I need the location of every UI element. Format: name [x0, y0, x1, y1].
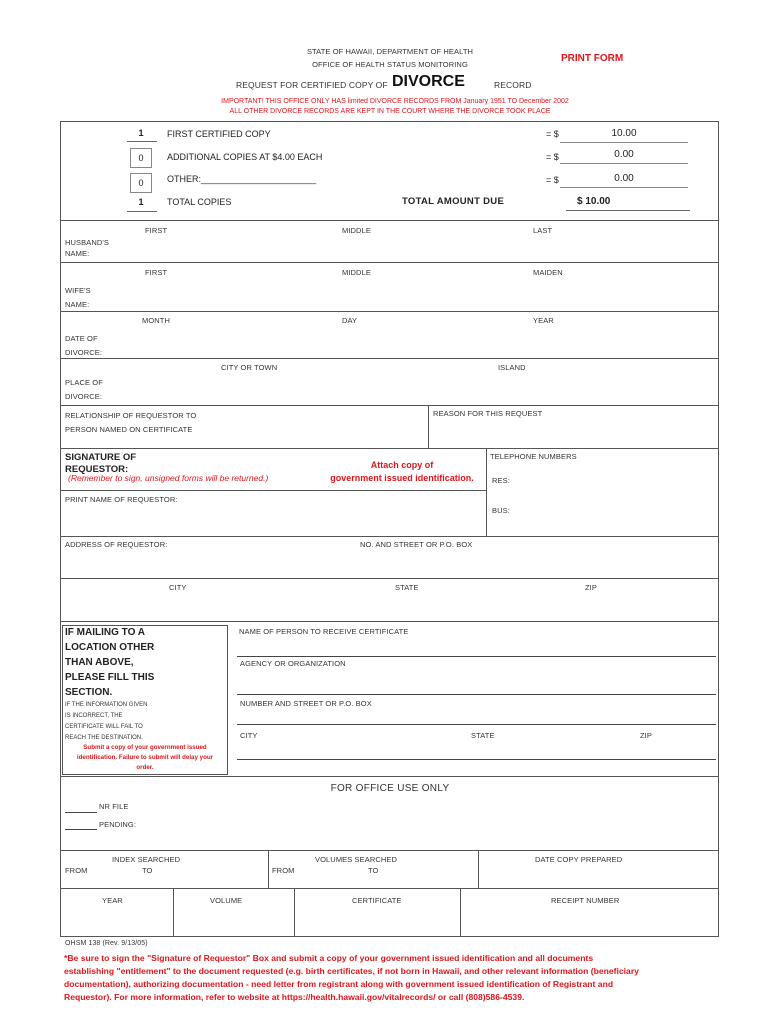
other-copies-label[interactable]: OTHER:_______________________	[167, 174, 317, 184]
mailing-city-state-zip-field[interactable]	[238, 742, 716, 758]
date-month-label: MONTH	[142, 316, 170, 325]
telephone-numbers-label: TELEPHONE NUMBERS	[490, 452, 577, 461]
request-suffix: RECORD	[494, 80, 532, 90]
reason-field[interactable]	[432, 420, 716, 446]
mailing-street-field[interactable]	[238, 710, 716, 724]
total-copies-label: TOTAL COPIES	[167, 197, 232, 207]
wife-name-label: WIFE'S NAME:	[65, 286, 91, 309]
footer-note: *Be sure to sign the "Signature of Requestor" Box and submit a copy of your government issued identification and all documents establishing "entitlement" to the document requested (e.g. birth certificates, if not born in Hawaii, and other relevant information (beneficiary documentation), authorizing documentation - need letter from registrant along with government issued identification of Registrant and Requestor). For more information, refer to website at https://health.hawaii.gov/vitalrecords/ or call (808)586-4539.	[64, 953, 639, 1002]
volumes-to-label: TO	[368, 866, 379, 875]
res-phone-label: RES:	[492, 476, 510, 485]
address-city-state-zip-field[interactable]	[64, 595, 714, 619]
index-to-label: TO	[142, 866, 153, 875]
res-phone-field[interactable]	[512, 470, 716, 488]
address-city-label: CITY	[169, 583, 187, 592]
place-of-divorce-field[interactable]	[130, 374, 715, 402]
date-year-label: YEAR	[533, 316, 554, 325]
print-form-button[interactable]: PRINT FORM	[561, 53, 624, 64]
address-state-label: STATE	[395, 583, 419, 592]
index-searched-label: INDEX SEARCHED	[112, 855, 181, 864]
print-name-field[interactable]	[64, 506, 484, 534]
index-from-label: FROM	[65, 866, 88, 875]
signature-field[interactable]	[64, 452, 484, 490]
agency-line-1: STATE OF HAWAII, DEPARTMENT OF HEALTH	[306, 47, 474, 56]
first-copy-qty[interactable]: 1	[138, 128, 144, 138]
office-use-title: FOR OFFICE USE ONLY	[330, 783, 450, 794]
husband-first-label: FIRST	[145, 226, 168, 235]
husband-name-label: HUSBAND'S NAME:	[65, 238, 110, 258]
date-of-divorce-field[interactable]	[130, 328, 715, 356]
important-notice-2: ALL OTHER DIVORCE RECORDS ARE KEPT IN THE COURT WHERE THE DIVORCE TOOK PLACE	[229, 108, 551, 115]
other-copies-qty[interactable]: 0	[130, 173, 152, 193]
mailing-submit-notice: Submit a copy of your government issued identification. Failure to submit will delay your order.	[76, 744, 214, 771]
wife-maiden-label: MAIDEN	[533, 268, 563, 277]
agency-label: AGENCY OR ORGANIZATION	[240, 659, 346, 668]
first-copy-equals: = $	[546, 129, 559, 139]
recipient-name-field[interactable]	[238, 638, 716, 656]
first-copy-label: FIRST CERTIFIED COPY	[167, 129, 271, 139]
other-copies-amount[interactable]: 0.00	[560, 173, 688, 188]
additional-copies-qty[interactable]: 0	[130, 148, 152, 168]
place-of-divorce-label: PLACE OF DIVORCE:	[65, 378, 103, 401]
important-notice-1: IMPORTANT! THIS OFFICE ONLY HAS limited DIVORCE RECORDS FROM January 1951 TO December 2002	[221, 98, 569, 105]
signature-reminder: (Remember to sign, unsigned forms will be returned.)	[68, 473, 269, 483]
agency-field[interactable]	[238, 670, 716, 694]
pending-label: PENDING:	[99, 820, 137, 829]
office-year-label: YEAR	[102, 896, 123, 905]
husband-last-label: LAST	[533, 226, 553, 235]
office-receipt-number-label: RECEIPT NUMBER	[551, 896, 620, 905]
date-of-divorce-label: DATE OF DIVORCE:	[65, 334, 103, 357]
agency-line-2: OFFICE OF HEALTH STATUS MONITORING	[312, 60, 468, 69]
relationship-label: RELATIONSHIP OF REQUESTOR TO PERSON NAMED ON CERTIFICATE	[65, 411, 197, 434]
wife-middle-label: MIDDLE	[342, 268, 371, 277]
mailing-warning: IF THE INFORMATION GIVEN IS INCORRECT, THE CERTIFICATE WILL FAIL TO REACH THE DESTINATION.	[65, 702, 148, 741]
total-due-label: TOTAL AMOUNT DUE	[402, 196, 505, 207]
place-city-label: CITY OR TOWN	[221, 363, 278, 372]
wife-name-field[interactable]	[130, 280, 715, 308]
office-volume-label: VOLUME	[210, 896, 243, 905]
nr-file-label: NR FILE	[99, 802, 129, 811]
date-day-label: DAY	[342, 316, 358, 325]
first-copy-amount[interactable]: 10.00	[560, 128, 688, 143]
record-type: DIVORCE	[392, 73, 465, 90]
volumes-searched-label: VOLUMES SEARCHED	[315, 855, 398, 864]
additional-copies-amount[interactable]: 0.00	[560, 149, 688, 164]
recipient-name-label: NAME OF PERSON TO RECEIVE CERTIFICATE	[239, 627, 409, 636]
address-label: ADDRESS OF REQUESTOR:	[65, 540, 168, 549]
husband-name-field[interactable]	[130, 237, 715, 259]
bus-phone-label: BUS:	[492, 506, 510, 515]
mailing-title: IF MAILING TO A LOCATION OTHER THAN ABOVE, PLEASE FILL THIS SECTION.	[65, 627, 155, 698]
total-copies-qty[interactable]: 1	[138, 197, 144, 207]
volumes-from-label: FROM	[272, 866, 295, 875]
attach-id-notice: Attach copy of government issued identification.	[330, 460, 474, 483]
mailing-state-label: STATE	[471, 731, 495, 740]
bus-phone-field[interactable]	[512, 500, 716, 518]
print-name-label: PRINT NAME OF REQUESTOR:	[65, 495, 178, 504]
request-prefix: REQUEST FOR CERTIFIED COPY OF	[236, 80, 388, 90]
wife-first-label: FIRST	[145, 268, 168, 277]
additional-copies-equals: = $	[546, 152, 559, 162]
address-street-field[interactable]	[64, 552, 714, 576]
total-due-amount[interactable]: $ 10.00	[577, 196, 611, 207]
other-copies-equals: = $	[546, 175, 559, 185]
address-zip-label: ZIP	[585, 583, 597, 592]
husband-middle-label: MIDDLE	[342, 226, 371, 235]
mailing-street-label: NUMBER AND STREET OR P.O. BOX	[240, 699, 372, 708]
reason-label: REASON FOR THIS REQUEST	[433, 409, 543, 418]
additional-copies-label: ADDITIONAL COPIES AT $4.00 EACH	[167, 152, 323, 162]
form-id: OHSM 138 (Rev. 9/13/05)	[65, 940, 148, 947]
mailing-zip-label: ZIP	[640, 731, 652, 740]
address-street-label: NO. AND STREET OR P.O. BOX	[360, 540, 473, 549]
signature-label: SIGNATURE OF REQUESTOR:	[65, 452, 137, 475]
office-certificate-label: CERTIFICATE	[352, 896, 402, 905]
place-island-label: ISLAND	[498, 363, 526, 372]
mailing-city-label: CITY	[240, 731, 258, 740]
date-copy-prepared-label: DATE COPY PREPARED	[535, 855, 623, 864]
